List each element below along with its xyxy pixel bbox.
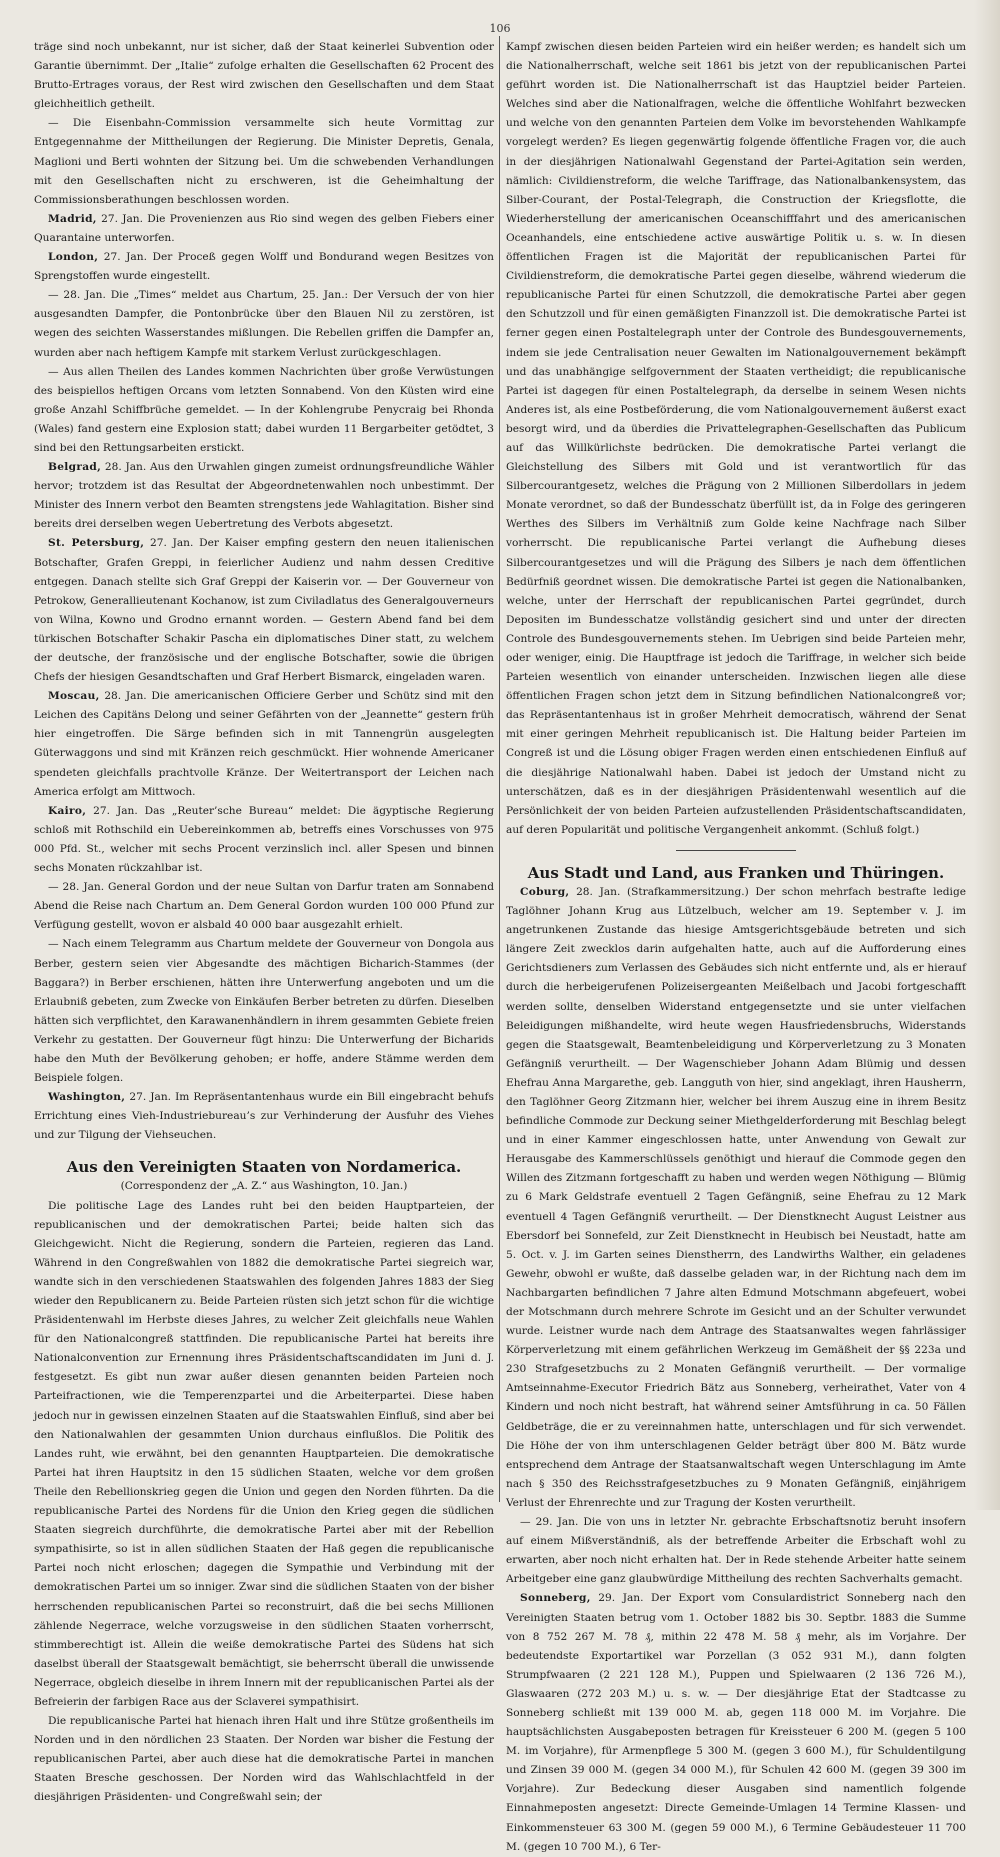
news-item-madrid	[34, 210, 494, 248]
news-item-st-petersburg	[34, 534, 494, 687]
left-column	[34, 38, 494, 1804]
paragraph: — 28. Jan. Die „Times“ meldet aus Chartum, 25. Jan.: Der Versuch der von hier ausgesandten Dampfer, die Pontonbrücke über den Blauen Nil zu zerstören, ist wegen des seichten Wasserstandes mißlungen. Die Rebellen griffen die Dampfer an, wurden aber nach heftigem Kampfe mit starkem Verlust zurückgeschlagen.	[34, 289, 494, 359]
section-subheading: (Correspondenz der „A. Z.“ aus Washington, 10. Jan.)	[120, 1180, 408, 1193]
news-text: 27. Jan. Im Repräsentantenhaus wurde ein Bill eingebracht behufs Errichtung eines Vieh-Industriebureau’s zur Verhinderung der Ausfuhr des Viehes und zur Tilgung der Viehseuchen.	[34, 1091, 494, 1142]
paragraph: — Aus allen Theilen des Landes kommen Nachrichten über große Verwüstungen des beispiellos heftigen Orcans vom letzten Sonnabend. Von den Küsten wird eine große Anzahl Schiffbrüche gemeldet. — In der Kohlengrube Penycraig bei Rhonda (Wales) fand gestern eine Explosion statt; dabei wurden 11 Bergarbeiter getödtet, 3 sind bei den Rettungsarbeiten erstickt.	[34, 365, 494, 454]
dateline: Belgrad,	[48, 461, 102, 474]
news-text: 29. Jan. Der Export vom Consulardistrict Sonneberg nach den Vereinigten Staaten betrug vom 1. October 1882 bis 30. Septbr. 1883 die Summe von 8 752 267 M. 78 ₰, mithin 22 478 M. 58 ₰ mehr, als im Vorjahre. Der bedeutendste Exportartikel war Porzellan (3 052 931 M.), dann folgten Strumpfwaaren (2 221 128 M.), Puppen und Spielwaaren (2 136 726 M.), Glaswaaren (272 203 M.) u. s. w. — Der diesjährige Etat der Stadtcasse zu Sonneberg schließt mit 139 000 M. ab, gegen 118 000 M. im Vorjahre. Die hauptsächlichsten Ausgabeposten betragen für Kreissteuer 6 200 M. (gegen 5 100 M. im Vorjahre), für Armenpflege 5 300 M. (gegen 3 600 M.), für Schuldentilgung und Zinsen 39 000 M. (gegen 34 000 M.), für Schulen 42 600 M. (gegen 39 300 im Vorjahre). Zur Bedeckung dieser Ausgaben sind namentlich folgende Einnahmeposten angesetzt: Directe Gemeinde-Umlagen 14 Termine Klassen- und Einkommensteuer 63 300 M. (gegen 59 000 M.), 6 Termine Gebäudesteuer 11 700 M. (gegen 10 700 M.), 6 Ter-	[506, 1592, 966, 1853]
page-edge-shadow	[974, 0, 1000, 1510]
news-text: 28. Jan. Die americanischen Officiere Gerber und Schütz sind mit den Leichen des Capitäns Delong und seiner Gefährten von der „Jeannette“ gestern früh hier eingetroffen. Die Särge befinden sich in mit Tannengrün ausgelegten Güterwaggons und sind mit Kränzen reich geschmückt. Hier wohnende Americaner spendeten gleichfalls prachtvolle Kränze. Der Weitertransport der Leichen nach America erfolgt am Mittwoch.	[34, 690, 494, 798]
news-text: 27. Jan. Der Proceß gegen Wolff und Bondurand wegen Besitzes von Sprengstoffen wurde eingestellt.	[34, 251, 494, 283]
right-column	[506, 38, 966, 1853]
news-item-kairo	[34, 802, 494, 878]
news-item-washington	[34, 1088, 494, 1145]
section-heading: Aus den Vereinigten Staaten von Nordamerica.	[66, 1158, 462, 1177]
news-text: 28. Jan. (Strafkammersitzung.) Der schon mehrfach bestrafte ledige Taglöhner Johann Krug aus Lützelbuch, welcher am 19. September v. J. im angetrunkenen Zustande das hiesige Amtsgerichtsgebäude betreten und sich längere Zeit zwecklos darin aufgehalten hatte, auch auf die Aufforderung eines Gerichtsdieners zum Verlassen des Gebäudes sich nicht entfernte und, als er hierauf durch die herbeigerufenen Polizeisergeanten Meißelbach und Jacobi fortgeschafft werden sollte, denselben Widerstand entgegensetzte und sie unter vielfachen Beleidigungen mißhandelte, wird heute wegen Hausfriedensbruchs, Widerstands gegen die Staatsgewalt, Beamtenbeleidigung und Körperverletzung zu 3 Monaten Gefängniß verurtheilt. — Der Wagenschieber Johann Adam Blümig und dessen Ehefrau Anna Margarethe, geb. Langguth von hier, sind angeklagt, ihren Hausherrn, den Taglöhner Georg Zitzmann hier, welcher bei ihrem Auszug eine in ihrem Besitz befindliche Commode zur Deckung seiner Miethgelderforderung mit Beschlag belegt und in einer Kammer eingeschlossen hatte, unter Anwendung von Gewalt zur Herausgabe des Kammerschlüssels genöthigt und hierauf die Commode gegen den Willen des Zitzmann fortgeschafft zu haben und werden wegen Nöthigung — Blümig zu 6 Mark Geldstrafe eventuell 2 Tagen Gefängniß, seine Ehefrau zu 12 Mark eventuell 4 Tagen Gefängniß verurtheilt. — Der Dienstknecht August Leistner aus Ebersdorf bei Sonnefeld, zur Zeit Dienstknecht in Heubisch bei Neustadt, hatte am 5. Oct. v. J. im Garten seines Dienstherrn, des Landwirths Walther, ein geladenes Gewehr, obwohl er wußte, daß dasselbe geladen war, in der Richtung nach dem im Nachbargarten befindlichen 7 Jahre alten Edmund Motschmann abgefeuert, wobei der Motschmann durch mehrere Schrote im Gesicht und an der Schulter verwundet wurde. Leistner wurde nach dem Antrage des Staatsanwaltes wegen fahrlässiger Körperverletzung mit einem gefährlichen Werkzeug im Gemäßheit der §§ 223a und 230 Strafgesetzbuchs zu 2 Monaten Gefängniß verurtheilt. — Der vormalige Amtseinnahme-Executor Friedrich Bätz aus Sonneberg, verheirathet, Vater von 4 Kindern und noch nicht bestraft, hat während seiner Amtsführung in ca. 50 Fällen Geldbeträge, die er zu vereinnahmen hatte, unterschlagen und für sich verwendet. Die Höhe der von ihm unterschlagenen Gelder beträgt über 800 M. Bätz wurde entsprechend dem Antrage der Staatsanwaltschaft wegen Unterschlagung im Amte nach § 350 des Reichsstrafgesetzbuches zu 9 Monaten Gefängniß, einjährigem Verlust der Ehrenrechte und zur Tragung der Kosten verurtheilt.	[506, 885, 966, 1509]
paragraph: Kampf zwischen diesen beiden Parteien wird ein heißer werden; es handelt sich um die Nationalherrschaft, welche seit 1861 bis jetzt von der republicanischen Partei geführt worden ist. Die Nationalherrschaft ist das Hauptziel beider Parteien. Welches sind aber die Nationalfragen, welche die öffentliche Wohlfahrt bezwecken und welche von den genannten Parteien dem Volke im bevorstehenden Wahlkampfe vorgelegt werden? Es liegen gegenwärtig folgende öffentliche Fragen vor, die auch in der diesjährigen Nationalwahl Gegenstand der Partei-Agitation sein werden, nämlich: Civildienstreform, die welche Tariffrage, das Nationalbankensystem, das Silber-Courant, der Postal-Telegraph, die Construction der Kriegsflotte, die Wiederherstellung der americanischen Oceanschifffahrt und des americanischen Oceanhandels, eine entschiedene active auswärtige Politik u. s. w. In diesen öffentlichen Fragen ist die Majorität der republicanischen Partei für Civildienstreform, die demokratische Partei gegen dieselbe, während wiederum die republicanische Partei für einen Schutzzoll, die demokratische Partei aber gegen den Schutzzoll und für einen gemäßigten Finanzzoll ist. Die demokratische Partei ist ferner gegen einen Postaltelegraph unter der Controle des Bundesgouvernements, indem sie jede Centralisation neuer Gewalten im Nationalgouvernement bekämpft und das unabhängige selfgovernment der Staaten vertheidigt; die republicanische Partei ist dagegen für einen Postaltelegraph, da derselbe in seinem Wesen nichts Anderes ist, als eine Postbeförderung, die vom Nationalgouvernement äußerst exact besorgt wird, und da überdies die Privattelegraphen-Gesellschaften das Publicum auf das Willkürlichste bedrücken. Die demokratische Partei verlangt die Gleichstellung des Silbers mit Gold und ist verantwortlich für das Silbercourantgesetz, welches die Prägung von 2 Millionen Silberdollars in jedem Monate verordnet, so daß der Bundesschatz überfüllt ist, da in Folge des geringeren Werthes des Silbers im Verhältniß zum Golde keine Nachfrage nach Silber vorherrscht. Die republicanische Partei verlangt die Aufhebung dieses Silbercourantgesetzes und will die Prägung des Silbers je nach dem öffentlichen Bedürfniß geordnet wissen. Die demokratische Partei ist gegen die Nationalbanken, welche, unter der Herrschaft der republicanischen Partei gegründet, durch Depositen im Bundesschatze vollständig gesichert sind und unter der directen Controle des Bundesgouvernements stehen. Im Uebrigen sind beide Parteien mehr, oder weniger, einig. Die Hauptfrage ist jedoch die Tariffrage, in welcher sich beide Parteien wesentlich von einander unterscheiden. Inzwischen liegen alle diese öffentlichen Fragen schon jetzt dem in Sitzung befindlichen Nationalcongreß vor; das Repräsentantenhaus ist in großer Mehrheit democratisch, während der Senat mit einer geringen Mehrheit republicanisch ist. Die Haltung beider Parteien im Congreß ist und die Lösung obiger Fragen werden einen entschiedenen Einfluß auf die diesjährige Nationalwahl haben. Dabei ist jedoch der Umstand nicht zu unterschätzen, daß es in der diesjährigen Präsidentenwahl wesentlich auf die Persönlichkeit der von beiden Parteien aufzustellenden Präsidentschaftscandidaten, auf deren Popularität und politische Vergangenheit ankommt. (Schluß folgt.)	[506, 41, 966, 836]
paragraph: Die republicanische Partei hat hienach ihren Halt und ihre Stütze großentheils im Norden und in den nördlichen 23 Staaten. Der Norden war bisher die Festung der republicanischen Partei, aber auch diese hat die demokratische Partei in manchen Staaten Bresche geschossen. Der Norden wird das Wahlschlachtfeld in der diesjährigen Präsidenten- und Congreßwahl sein; der	[34, 1715, 494, 1804]
dateline: Sonneberg,	[520, 1592, 591, 1605]
news-item-sonneberg	[506, 1589, 966, 1856]
news-text: 27. Jan. Die Provenienzen aus Rio sind wegen des gelben Fiebers einer Quarantaine unterworfen.	[34, 212, 494, 244]
news-text: 27. Jan. Das „Reuter’sche Bureau“ meldet: Die ägyptische Regierung schloß mit Rothschild ein Uebereinkommen ab, betreffs eines Vorschusses von 975 000 Pfd. St., welcher mit sechs Procent verzinslich incl. aller Spesen und binnen sechs Monaten rückzahlbar ist.	[34, 804, 494, 875]
section-heading: Aus Stadt und Land, aus Franken und Thüringen.	[527, 863, 945, 882]
dateline: Coburg,	[520, 885, 570, 898]
paragraph: — 28. Jan. General Gordon und der neue Sultan von Darfur traten am Sonnabend Abend die Reise nach Chartum an. Dem General Gordon wurden 100 000 Pfund zur Verfügung gestellt, wovon er alsbald 40 000 baar ausgezahlt erhielt.	[34, 881, 494, 932]
dateline: St. Petersburg,	[48, 537, 145, 550]
paragraph: — 29. Jan. Die von uns in letzter Nr. gebrachte Erbschaftsnotiz beruht insofern auf einem Mißverständniß, als der betreffende Arbeiter die Erbschaft wohl zu erwarten, aber noch nicht erhalten hat. Der in Rede stehende Arbeiter hatte seinem Arbeitgeber eine ganz glaubwürdige Mittheilung des rechten Sachverhalts gemacht.	[506, 1516, 966, 1586]
paragraph: Die politische Lage des Landes ruht bei den beiden Hauptparteien, der republicanischen und der demokratischen Partei; beide halten sich das Gleichgewicht. Nicht die Regierung, sondern die Parteien, regieren das Land. Während in den Congreßwahlen von 1882 die demokratische Partei siegreich war, wandte sich in den verschiedenen Staatswahlen des folgenden Jahres 1883 der Sieg wieder den Republicanern zu. Beide Parteien rüsten sich jetzt schon für die wichtige Präsidentenwahl im Herbste dieses Jahres, zu welcher Zeit gleichfalls neue Wahlen für den Nationalcongreß stattfinden. Die republicanische Partei hat bereits ihre Nationalconvention zur Ernennung ihres Präsidentschaftscandidaten im Juni d. J. festgesetzt. Es gibt nun zwar außer diesen genannten beiden Parteien noch Parteifractionen, wie die Temperenzpartei und die Arbeiterpartei. Diese haben jedoch nur in gewissen einzelnen Staaten auf die Staatswahlen Einfluß, sind aber bei den Nationalwahlen der gesammten Union durchaus einflußlos. Die Politik des Landes ruht, wie erwähnt, bei den genannten Hauptparteien. Die demokratische Partei hat ihren Hauptsitz in den 15 südlichen Staaten, welche vor dem großen Theile den Rebellionskrieg gegen die Union und gegen den Norden führten. Da die republicanische Partei des Nordens für die Union den Krieg gegen die südlichen Staaten siegreich durchführte, die demokratische Partei aber mit der Rebellion sympathisirte, so ist in allen südlichen Staaten der Haß gegen die republicanische Partei noch nicht erloschen; dagegen die Sympathie und Verbindung mit der demokratischen Partei um so inniger. Zwar sind die südlichen Staaten von der bisher herrschenden republicanischen Partei so reconstruirt, daß die bei sechs Millionen zählende Negerrace, welche vorzugsweise in den südlichen Staaten vorherrscht, stimmberechtigt ist. Allein die weiße demokratische Partei des Südens hat sich daselbst überall der Staatsgewalt bemächtigt, sie beherrscht überall die unwissende Negerrace, obgleich dieselbe in ihrem Innern mit der republicanischen Partei als der Befreierin der farbigen Race aus der Sclaverei sympathisirt.	[34, 1199, 494, 1708]
news-item-moscau	[34, 687, 494, 802]
dateline: Moscau,	[48, 690, 100, 703]
dateline: London,	[48, 251, 99, 264]
section-divider	[676, 850, 796, 851]
news-text: 27. Jan. Der Kaiser empfing gestern den neuen italienischen Botschafter, Grafen Greppi, in feierlicher Audienz und nahm dessen Creditive entgegen. Danach stellte sich Graf Greppi der Kaiserin vor. — Der Gouverneur von Petrokow, Generallieutenant Kochanow, ist zum Civiladlatus des Generalgouverneurs von Wilna, Kowno und Grodno ernannt worden. — Gestern Abend fand bei dem türkischen Botschafter Schakir Pascha ein diplomatisches Diner statt, zu welchem der deutsche, der französische und der englische Botschafter, sowie die übrigen Chefs der hiesigen Gesandtschaften und Graf Herbert Bismarck, eingeladen waren.	[34, 537, 494, 684]
paragraph: — Nach einem Telegramm aus Chartum meldete der Gouverneur von Dongola aus Berber, gestern seien vier Abgesandte des mächtigen Bicharich-Stammes (der Baggara?) in Berber erschienen, hätten ihre Unterwerfung angeboten und um die Erlaubniß gebeten, zum Zwecke von Einkäufen Berber betreten zu dürfen. Dieselben hätten sich verpflichtet, den Karawanenhändlern in ihrem gesammten Gebiete freien Verkehr zu gestatten. Der Gouverneur fügt hinzu: Die Unterwerfung der Bicharids habe den Muth der Bevölkerung gehoben; er hoffe, andere Stämme werden dem Beispiele folgen.	[34, 938, 494, 1085]
news-text: 28. Jan. Aus den Urwahlen gingen zumeist ordnungsfreundliche Wähler hervor; trotzdem ist das Resultat der Abgeordnetenwahlen noch unbestimmt. Der Minister des Innern verbot den Beamten strengstens jede Wahlagitation. Bisher sind bereits drei derselben wegen Uebertretung des Verbots abgesetzt.	[34, 461, 494, 531]
news-item-coburg	[506, 883, 966, 1513]
paragraph: träge sind noch unbekannt, nur ist sicher, daß der Staat keinerlei Subvention oder Garantie übernimmt. Der „Italie“ zufolge erhalten die Gesellschaften 62 Procent des Brutto-Ertrages voraus, der Rest wird zwischen den Gesellschaften und dem Staat gleichheitlich getheilt.	[34, 41, 494, 111]
column-divider	[499, 36, 500, 1502]
dateline: Madrid,	[48, 212, 97, 225]
paragraph: — Die Eisenbahn-Commission versammelte sich heute Vormittag zur Entgegennahme der Mittheilungen der Regierung. Die Minister Depretis, Genala, Maglioni und Berti wohnten der Sitzung bei. Um die schwebenden Verhandlungen mit den Gesellschaften nicht zu erschweren, ist die Geheimhaltung der Commissionsberathungen beschlossen worden.	[34, 117, 494, 206]
news-item-belgrad	[34, 458, 494, 534]
page-number: 106	[489, 22, 511, 35]
news-item-london	[34, 248, 494, 286]
dateline: Washington,	[48, 1091, 126, 1104]
dateline: Kairo,	[48, 804, 87, 817]
